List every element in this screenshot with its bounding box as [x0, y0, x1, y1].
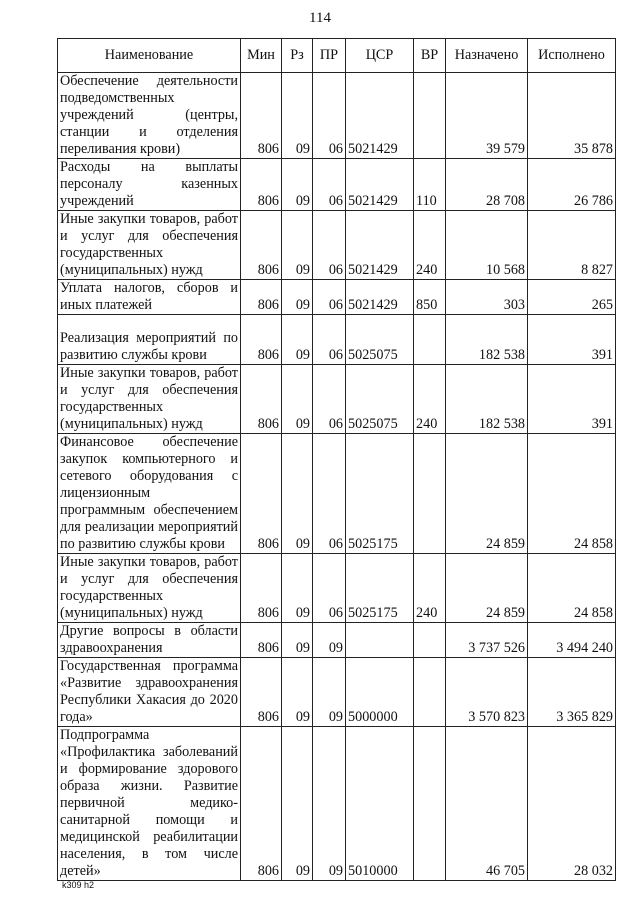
table-row — [58, 658, 616, 727]
cell-expense-type: 240 — [414, 554, 446, 623]
table-row — [58, 727, 616, 881]
column-header-expense-type: ВР — [414, 39, 446, 73]
cell-section: 09 — [282, 554, 313, 623]
cell-subsection: 06 — [313, 554, 346, 623]
cell-executed: 265 — [528, 280, 616, 315]
cell-section: 09 — [282, 211, 313, 280]
cell-expense-type — [414, 623, 446, 658]
cell-target-article: 5025075 — [346, 315, 414, 365]
cell-target-article: 5021429 — [346, 159, 414, 211]
cell-ministry: 806 — [241, 365, 282, 434]
cell-expense-type: 110 — [414, 159, 446, 211]
cell-ministry: 806 — [241, 280, 282, 315]
table-header-row — [58, 39, 616, 73]
cell-target-article: 5010000 — [346, 727, 414, 881]
table-row — [58, 434, 616, 554]
column-header-ministry: Мин — [241, 39, 282, 73]
cell-section: 09 — [282, 434, 313, 554]
cell-expense-type — [414, 73, 446, 159]
cell-ministry: 806 — [241, 658, 282, 727]
cell-subsection: 06 — [313, 280, 346, 315]
cell-name: Расходы на выплаты персоналу казенных учреждений — [58, 159, 241, 211]
table-row — [58, 280, 616, 315]
cell-ministry: 806 — [241, 727, 282, 881]
cell-name: Финансовое обеспечение закупок компьютерного и сетевого оборудования с лицензионным программным обеспечением для реализации мероприятий по развитию службы крови — [58, 434, 241, 554]
cell-name: Другие вопросы в области здравоохранения — [58, 623, 241, 658]
cell-subsection: 06 — [313, 211, 346, 280]
cell-assigned: 39 579 — [446, 73, 528, 159]
cell-assigned: 303 — [446, 280, 528, 315]
column-header-executed: Исполнено — [528, 39, 616, 73]
budget-table — [57, 38, 616, 881]
cell-executed: 391 — [528, 315, 616, 365]
cell-target-article: 5021429 — [346, 280, 414, 315]
cell-section: 09 — [282, 623, 313, 658]
cell-section: 09 — [282, 315, 313, 365]
cell-expense-type — [414, 658, 446, 727]
cell-assigned: 24 859 — [446, 434, 528, 554]
cell-subsection: 09 — [313, 658, 346, 727]
cell-executed: 3 494 240 — [528, 623, 616, 658]
cell-section: 09 — [282, 280, 313, 315]
cell-target-article: 5021429 — [346, 211, 414, 280]
cell-section: 09 — [282, 159, 313, 211]
cell-expense-type: 240 — [414, 365, 446, 434]
cell-section: 09 — [282, 658, 313, 727]
cell-executed: 24 858 — [528, 554, 616, 623]
cell-section: 09 — [282, 727, 313, 881]
cell-target-article: 5025075 — [346, 365, 414, 434]
cell-ministry: 806 — [241, 623, 282, 658]
cell-name: Реализация мероприятий по развитию службы крови — [58, 315, 241, 365]
cell-assigned: 10 568 — [446, 211, 528, 280]
page-number: 114 — [309, 10, 331, 26]
cell-assigned: 46 705 — [446, 727, 528, 881]
cell-ministry: 806 — [241, 434, 282, 554]
cell-section: 09 — [282, 365, 313, 434]
cell-executed: 28 032 — [528, 727, 616, 881]
column-header-assigned: Назначено — [446, 39, 528, 73]
table-row — [58, 554, 616, 623]
table-row — [58, 365, 616, 434]
cell-ministry: 806 — [241, 73, 282, 159]
cell-subsection: 09 — [313, 623, 346, 658]
table-row — [58, 211, 616, 280]
cell-name: Иные закупки товаров, работ и услуг для обеспечения государственных (муниципальных) нужд — [58, 211, 241, 280]
cell-name: Уплата налогов, сборов и иных платежей — [58, 280, 241, 315]
cell-executed: 26 786 — [528, 159, 616, 211]
table-row — [58, 73, 616, 159]
cell-name: Подпрограмма «Профилактика заболеваний и формирование здорового образа жизни. Развитие первичной медико-санитарной помощи и медицинской реабилитации населения, в том числе детей» — [58, 727, 241, 881]
cell-expense-type — [414, 727, 446, 881]
cell-subsection: 06 — [313, 159, 346, 211]
cell-executed: 391 — [528, 365, 616, 434]
cell-executed: 35 878 — [528, 73, 616, 159]
cell-subsection: 06 — [313, 434, 346, 554]
column-header-section: Рз — [282, 39, 313, 73]
cell-subsection: 06 — [313, 365, 346, 434]
table-row — [58, 159, 616, 211]
cell-target-article — [346, 623, 414, 658]
cell-target-article: 5021429 — [346, 73, 414, 159]
cell-expense-type: 240 — [414, 211, 446, 280]
cell-expense-type — [414, 315, 446, 365]
cell-target-article: 5025175 — [346, 554, 414, 623]
cell-ministry: 806 — [241, 211, 282, 280]
cell-expense-type — [414, 434, 446, 554]
cell-ministry: 806 — [241, 159, 282, 211]
cell-executed: 8 827 — [528, 211, 616, 280]
cell-assigned: 24 859 — [446, 554, 528, 623]
cell-subsection: 06 — [313, 73, 346, 159]
cell-section: 09 — [282, 73, 313, 159]
cell-assigned: 182 538 — [446, 365, 528, 434]
cell-expense-type: 850 — [414, 280, 446, 315]
cell-name: Государственная программа «Развитие здравоохранения Республики Хакасия до 2020 года» — [58, 658, 241, 727]
cell-executed: 24 858 — [528, 434, 616, 554]
cell-name: Иные закупки товаров, работ и услуг для обеспечения государственных (муниципальных) нужд — [58, 365, 241, 434]
cell-assigned: 28 708 — [446, 159, 528, 211]
cell-target-article: 5000000 — [346, 658, 414, 727]
cell-target-article: 5025175 — [346, 434, 414, 554]
cell-assigned: 3 570 823 — [446, 658, 528, 727]
cell-executed: 3 365 829 — [528, 658, 616, 727]
cell-ministry: 806 — [241, 554, 282, 623]
footer-code: k309 h2 — [62, 880, 95, 890]
cell-subsection: 09 — [313, 727, 346, 881]
column-header-subsection: ПР — [313, 39, 346, 73]
cell-assigned: 3 737 526 — [446, 623, 528, 658]
table-row — [58, 623, 616, 658]
column-header-target-article: ЦСР — [346, 39, 414, 73]
cell-name: Обеспечение деятельности подведомственных учреждений (центры, станции и отделения переливания крови) — [58, 73, 241, 159]
cell-subsection: 06 — [313, 315, 346, 365]
cell-assigned: 182 538 — [446, 315, 528, 365]
table-row — [58, 315, 616, 365]
cell-name: Иные закупки товаров, работ и услуг для обеспечения государственных (муниципальных) нужд — [58, 554, 241, 623]
cell-ministry: 806 — [241, 315, 282, 365]
column-header-name: Наименование — [58, 39, 241, 73]
